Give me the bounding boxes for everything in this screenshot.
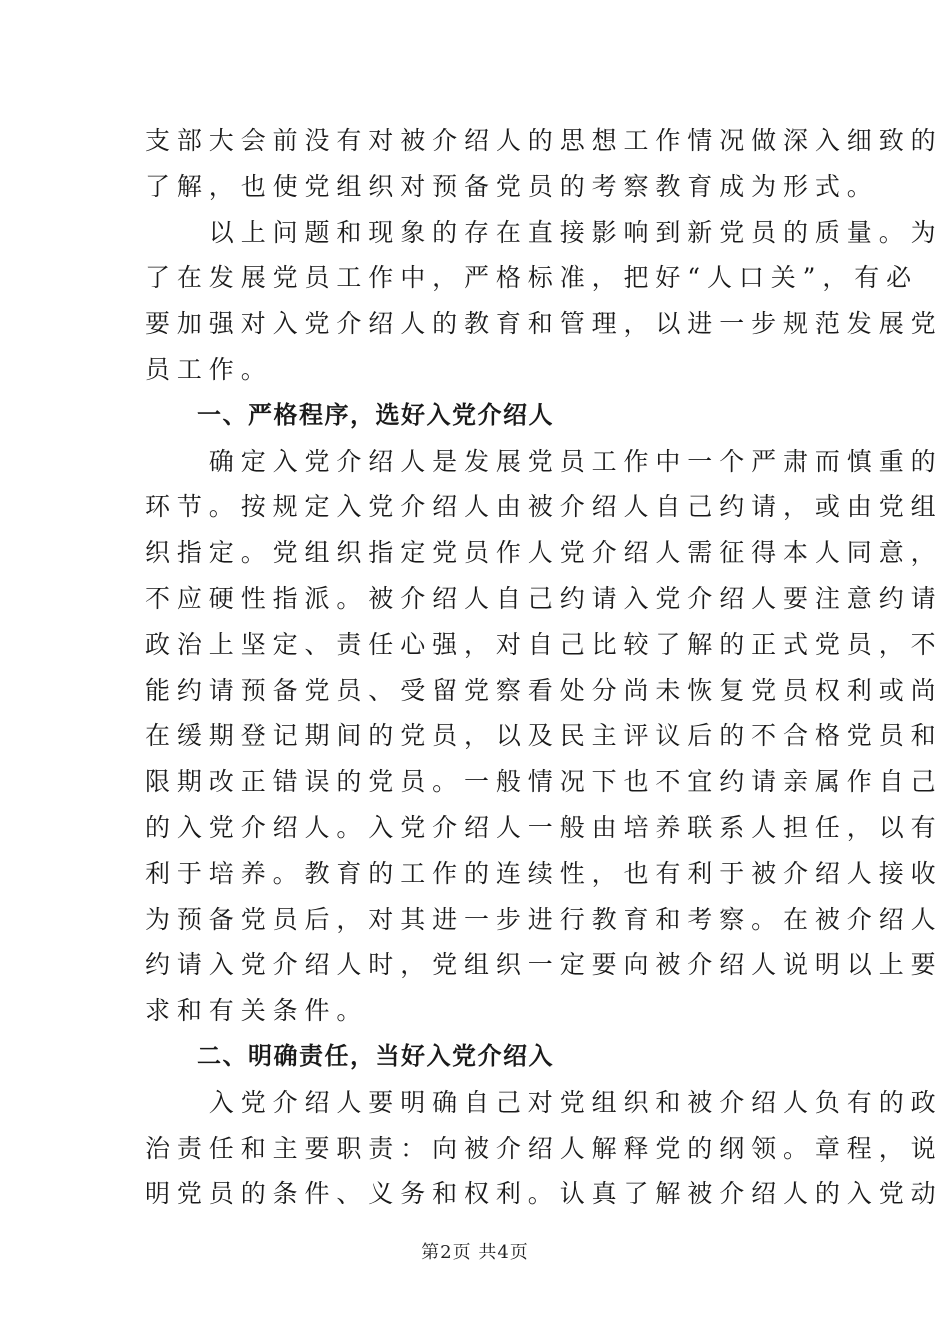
paragraph-line: 限期改正错误的党员。一般情况下也不宜约请亲属作自己: [145, 767, 943, 797]
paragraph-line: 入党介绍人要明确自己对党组织和被介绍人负有的政: [208, 1087, 943, 1117]
paragraph-line: 织指定。党组织指定党员作人党介绍人需征得本人同意，: [145, 538, 943, 568]
paragraph-line: 环节。按规定入党介绍人由被介绍人自己约请，或由党组: [145, 492, 943, 522]
paragraph-line: 要加强对入党介绍人的教育和管理，以进一步规范发展党: [145, 309, 943, 339]
paragraph-line: 以上问题和现象的存在直接影响到新党员的质量。为: [208, 217, 943, 247]
paragraph-line: 政治上坚定、责任心强，对自己比较了解的正式党员，不: [145, 629, 943, 659]
paragraph-line: 不应硬性指派。被介绍人自己约请入党介绍人要注意约请: [145, 583, 943, 613]
paragraph-line: 在缓期登记期间的党员，以及民主评议后的不合格党员和: [145, 721, 943, 751]
paragraph-line: 支部大会前没有对被介绍人的思想工作情况做深入细致的: [145, 126, 943, 155]
paragraph-line: 求和有关条件。: [145, 996, 369, 1026]
page-footer: 第2页 共4页: [421, 1242, 529, 1263]
paragraph-line: 员工作。: [145, 354, 273, 384]
section-heading: 一、严格程序，选好入党介绍人: [197, 400, 554, 429]
paragraph-line: 了解，也使党组织对预备党员的考察教育成为形式。: [145, 171, 879, 201]
paragraph-line: 能约请预备党员、受留党察看处分尚未恢复党员权利或尚: [145, 675, 943, 705]
document-body: [145, 118, 943, 1217]
paragraph-line: 的入党介绍人。入党介绍人一般由培养联系人担任，以有: [145, 812, 943, 842]
paragraph-line: 利于培养。教育的工作的连续性，也有利于被介绍人接收: [145, 858, 943, 888]
paragraph-line: 为预备党员后，对其进一步进行教育和考察。在被介绍人: [145, 904, 943, 934]
paragraph-line: 明党员的条件、义务和权利。认真了解被介绍人的入党动: [145, 1179, 943, 1209]
paragraph-line: 确定入党介绍人是发展党员工作中一个严肃而慎重的: [208, 446, 943, 476]
paragraph-line: 治责任和主要职责：向被介绍人解释党的纲领。章程，说: [145, 1133, 943, 1163]
paragraph-line: 了在发展党员工作中，严格标准，把好“人口关”，有必: [145, 263, 919, 293]
paragraph-line: 约请入党介绍人时，党组织一定要向被介绍人说明以上要: [145, 950, 943, 980]
section-heading: 二、明确责任，当好入党介绍入: [197, 1041, 554, 1070]
